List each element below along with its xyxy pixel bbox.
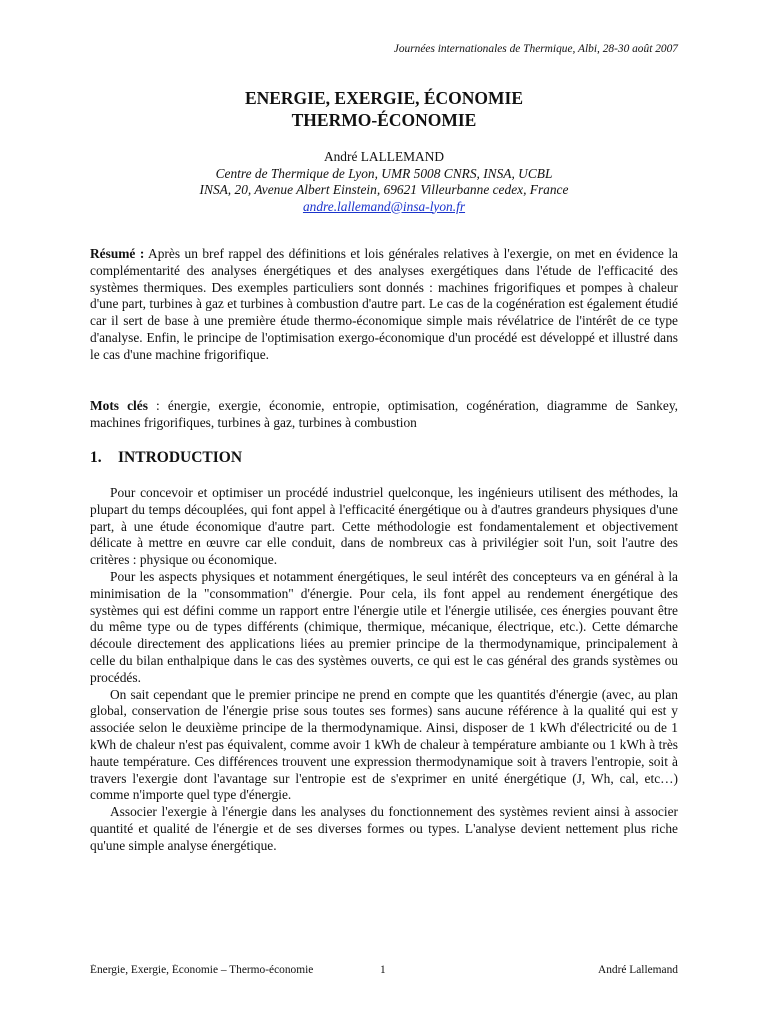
footer-author: André Lallemand [597, 964, 678, 976]
section-number: 1. [90, 449, 102, 466]
section-title: INTRODUCTION [118, 449, 243, 466]
abstract [90, 246, 678, 364]
page-number: 1 [380, 964, 386, 976]
abstract-text: Après un bref rappel des définitions et lois générales relatives à l'exergie, on met en évidence la complémentarité des analyses énergétiques et des analyses exergétiques dans l'étude de l'efficacité des systèmes thermiques. Des exemples particuliers sont donnés : machines frigorifiques et pompes à chaleur d'une part, turbines à gaz et turbines à combustion d'autre part. Le cas de la cogénération est également étudié car il sert de base à une première étude thermo-économique simple mais révélatrice de l'intérêt de ce type d'analyse. Enfin, le principe de l'optimisation exergo-économique d'un procédé est développé et illustré dans le cas d'une machine frigorifique. [90, 246, 678, 362]
paragraph: Pour les aspects physiques et notamment énergétiques, le seul intérêt des concepteurs va en général à la minimisation de la "consommation" d'énergie. Pour cela, ils font appel au rendement énergétique des systèmes qui est défini comme un rapport entre l'énergie utile et l'énergie utilisée, ces énergies pouvant être du même type ou de types différents (chimique, thermique, mécanique, électrique, etc.). Cette démarche découle directement des applications liées au premier principe de la thermodynamique, principalement à celle du bilan enthalpique dans le cas des systèmes ouverts, ce qui est le cas général des grands systèmes ou procédés. [90, 568, 678, 685]
keywords [90, 398, 678, 432]
author-name: André LALLEMAND [323, 149, 445, 164]
paragraph: On sait cependant que le premier principe ne prend en compte que les quantités d'énergie (avec, au plan global, conservation de l'énergie prise sous toutes ses formes) sans aucune référence à la qualité qui est y associée selon le deuxième principe de la thermodynamique. Ainsi, disposer de 1 kWh d'électricité ou de 1 kWh de chaleur n'est pas équivalent, comme avoir 1 kWh de chaleur à température ambiante ou 1 kWh à très haute température. Ces différences trouvent une expression thermodynamique soit à travers l'entropie, soit à travers l'exergie dont l'avantage sur l'entropie est de s'exprimer en unité énergétique (J, Wh, cal, etc…) comme n'importe quel type d'énergie. [90, 686, 678, 803]
section-heading [90, 449, 242, 467]
author-email-link[interactable]: andre.lallemand@insa-lyon.fr [302, 198, 466, 214]
keywords-text: : énergie, exergie, économie, entropie, optimisation, cogénération, diagramme de Sankey, machines frigorifiques, turbines à gaz, turbines à combustion [90, 398, 678, 430]
affiliation-line-1: Centre de Thermique de Lyon, UMR 5008 CNRS, INSA, UCBL [215, 165, 553, 181]
title-line-1: ENERGIE, EXERGIE, ÉCONOMIE [244, 88, 524, 108]
running-header: Journées internationales de Thermique, Albi, 28-30 août 2007 [393, 43, 678, 55]
keywords-label: Mots clés [90, 398, 148, 413]
footer-title: Énergie, Exergie, Économie – Thermo-économie [90, 964, 314, 976]
paragraph: Pour concevoir et optimiser un procédé industriel quelconque, les ingénieurs utilisent des méthodes, la plupart du temps découplées, qui font appel à l'efficacité énergétique ou à d'autres grandeurs physiques d'une part, à une étude économique d'autre part. Cette méthodologie est fondamentalement et objectivement délicate à mettre en œuvre car elle conduit, dans de nombreux cas à privilégier soit l'un, soit l'autre des critères : physique ou économique. [90, 485, 678, 568]
document-page [90, 0, 678, 1024]
paper-title [90, 87, 678, 131]
abstract-label: Résumé : [90, 246, 145, 261]
page-footer [90, 964, 678, 978]
introduction-body [90, 485, 678, 855]
paragraph: Associer l'exergie à l'énergie dans les analyses du fonctionnement des systèmes revient ainsi à associer quantité et qualité de l'énergie et de ses diverses formes ou types. L'analyse devient nettement plus riche qu'une simple analyse énergétique. [90, 804, 678, 853]
affiliation-line-2: INSA, 20, Avenue Albert Einstein, 69621 Villeurbanne cedex, France [199, 182, 569, 197]
author-block [90, 149, 678, 215]
title-line-2: THERMO-ÉCONOMIE [291, 110, 477, 130]
